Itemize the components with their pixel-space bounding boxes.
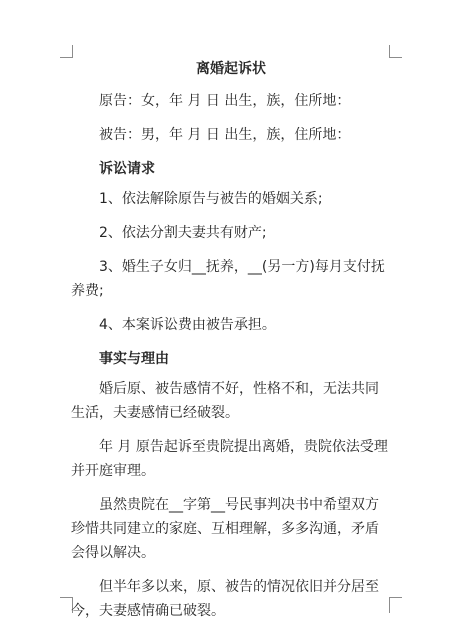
claim-item: 3、婚生子女归__抚养，__(另一方)每月支付抚养费; xyxy=(71,259,385,299)
facts-heading: 事实与理由 xyxy=(99,351,169,367)
fact-paragraph: 年 月 原告起诉至贵院提出离婚，贵院依法受理并开庭审理。 xyxy=(71,439,388,479)
fact-paragraph: 婚后原、被告感情不好，性格不和，无法共同生活，夫妻感情已经破裂。 xyxy=(71,381,379,421)
document-title: 离婚起诉状 xyxy=(196,61,266,77)
defendant-line: 被告：男，年 月 日 出生，族，住所地： xyxy=(99,127,351,143)
plaintiff-line: 原告：女，年 月 日 出生，族，住所地： xyxy=(99,93,351,109)
claims-heading: 诉讼请求 xyxy=(99,161,155,177)
claim-item: 1、依法解除原告与被告的婚姻关系; xyxy=(99,191,323,207)
claim-item: 2、依法分割夫妻共有财产; xyxy=(99,225,267,241)
fact-paragraph: 但半年多以来，原、被告的情况依旧并分居至今，夫妻感情确已破裂。 xyxy=(71,579,379,619)
fact-paragraph: 虽然贵院在__字第__号民事判决书中希望双方珍惜共同建立的家庭、互相理解，多多沟通，矛盾会得以解决。 xyxy=(71,497,379,561)
claim-item: 4、本案诉讼费由被告承担。 xyxy=(99,317,276,333)
document-body xyxy=(71,55,391,623)
